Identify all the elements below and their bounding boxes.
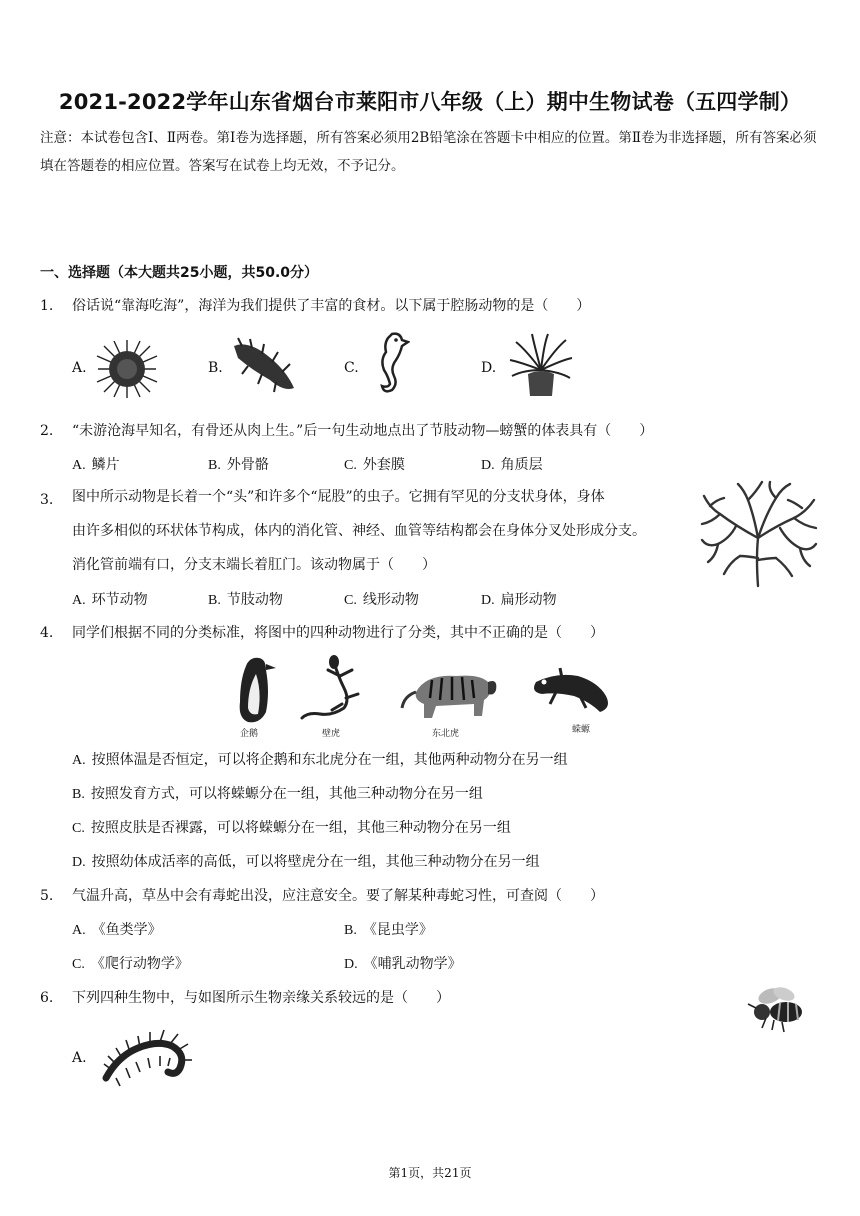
q4-option-c: C. 按照皮肤是否裸露，可以将蝾螈分在一组，其他三种动物分在另一组 [72,820,511,836]
q5-option-d: D. 《哺乳动物学》 [344,956,462,972]
animal-label-tiger: 东北虎 [432,729,460,739]
question-1: 1. 俗话说“靠海吃海”，海洋为我们提供了丰富的食材。以下属于腔肠动物的是（ ） [40,298,591,314]
q2-option-c: C. 外套膜 [344,457,405,473]
penguin-image [240,658,276,723]
q2-option-d: D. 角质层 [481,457,543,473]
q3-option-b: B. 节肢动物 [208,592,283,608]
animal-label-gecko: 壁虎 [322,729,341,739]
question-5: 5. 气温升高，草丛中会有毒蛇出没，应注意安全。要了解某种毒蛇习性，可查阅（ ） [40,888,604,904]
four-animals-image [226,652,622,740]
page-title: 2021-2022学年山东省烟台市莱阳市八年级（上）期中生物试卷（五四学制） [58,90,802,114]
q5-option-a: A. 《鱼类学》 [72,922,162,938]
seahorse-image [370,330,410,398]
branching-worm-image [696,478,820,590]
q3-option-c: C. 线形动物 [344,592,419,608]
question-4: 4. 同学们根据不同的分类标准，将图中的四种动物进行了分类，其中不正确的是（ ） [40,625,604,641]
centipede-image [98,1026,192,1090]
q4-option-d: D. 按照幼体成活率的高低，可以将壁虎分在一组，其他三种动物分在另一组 [72,854,540,870]
question-5-stem: 气温升高，草丛中会有毒蛇出没，应注意安全。要了解某种毒蛇习性，可查阅（ ） [72,888,604,904]
q6-option-a-label: A. [72,1050,87,1066]
question-3-number: 3. [40,492,54,508]
q2-option-b: B. 外骨骼 [208,457,269,473]
question-4-stem: 同学们根据不同的分类标准，将图中的四种动物进行了分类，其中不正确的是（ ） [72,625,604,641]
q1-option-c-label: C. [344,360,359,376]
bee-image [746,982,810,1034]
question-3-stem: 图中所示动物是长着一个“头”和许多个“屁股”的虫子。它拥有罕见的分支状身体，身体 由许多相似的环状体节构成，体内的消化管、神经、血管等结构都会在身体分叉处形成分支。 消化管前端有口，分支末端长着肛门。该动物属于（ ） [72,489,646,573]
q3-option-d: D. 扁形动物 [481,592,557,608]
question-6-stem: 下列四种生物中，与如图所示生物亲缘关系较远的是（ ） [72,990,450,1006]
section-heading: 一、选择题（本大题共25小题，共50.0分） [40,265,319,281]
question-2: 2. “未游沧海早知名，有骨还从肉上生。”后一句生动地点出了节肢动物—螃蟹的体表具有（ ） [40,423,654,439]
question-2-stem: “未游沧海早知名，有骨还从肉上生。”后一句生动地点出了节肢动物—螃蟹的体表具有（ ） [72,423,654,439]
animal-label-salamander: 蝾螈 [572,725,591,735]
q1-option-b-label: B. [208,360,223,376]
q4-option-b: B. 按照发育方式，可以将蝾螈分在一组，其他三种动物分在另一组 [72,786,483,802]
sea-anemone-image [506,330,576,400]
tiger-image [402,676,496,718]
salamander-image [534,668,608,712]
question-1-stem: 俗话说“靠海吃海”，海洋为我们提供了丰富的食材。以下属于腔肠动物的是（ ） [72,298,591,314]
q1-option-a-label: A. [72,360,87,376]
page-footer: 第1页，共21页 [388,1166,472,1180]
q2-option-a: A. 鳞片 [72,457,120,473]
q5-option-c: C. 《爬行动物学》 [72,956,189,972]
sea-urchin-image [94,338,160,400]
notice-text: 注意：本试卷包含Ⅰ、Ⅱ两卷。第Ⅰ卷为选择题，所有答案必须用2B铅笔涂在答题卡中相应的位置。第Ⅱ卷为非选择题，所有答案必须填在答题卷的相应位置。答案写在试卷上均无效，不予记分。 [40,130,817,174]
q3-option-a: A. 环节动物 [72,592,148,608]
sea-cucumber-image [228,336,300,396]
q5-option-b: B. 《昆虫学》 [344,922,433,938]
gecko-image [302,662,358,718]
q4-option-a: A. 按照体温是否恒定，可以将企鹅和东北虎分在一组，其他两种动物分在另一组 [72,752,568,768]
q1-option-d-label: D. [481,360,497,376]
question-6: 6. 下列四种生物中，与如图所示生物亲缘关系较远的是（ ） [40,990,450,1006]
animal-label-penguin: 企鹅 [240,729,259,739]
